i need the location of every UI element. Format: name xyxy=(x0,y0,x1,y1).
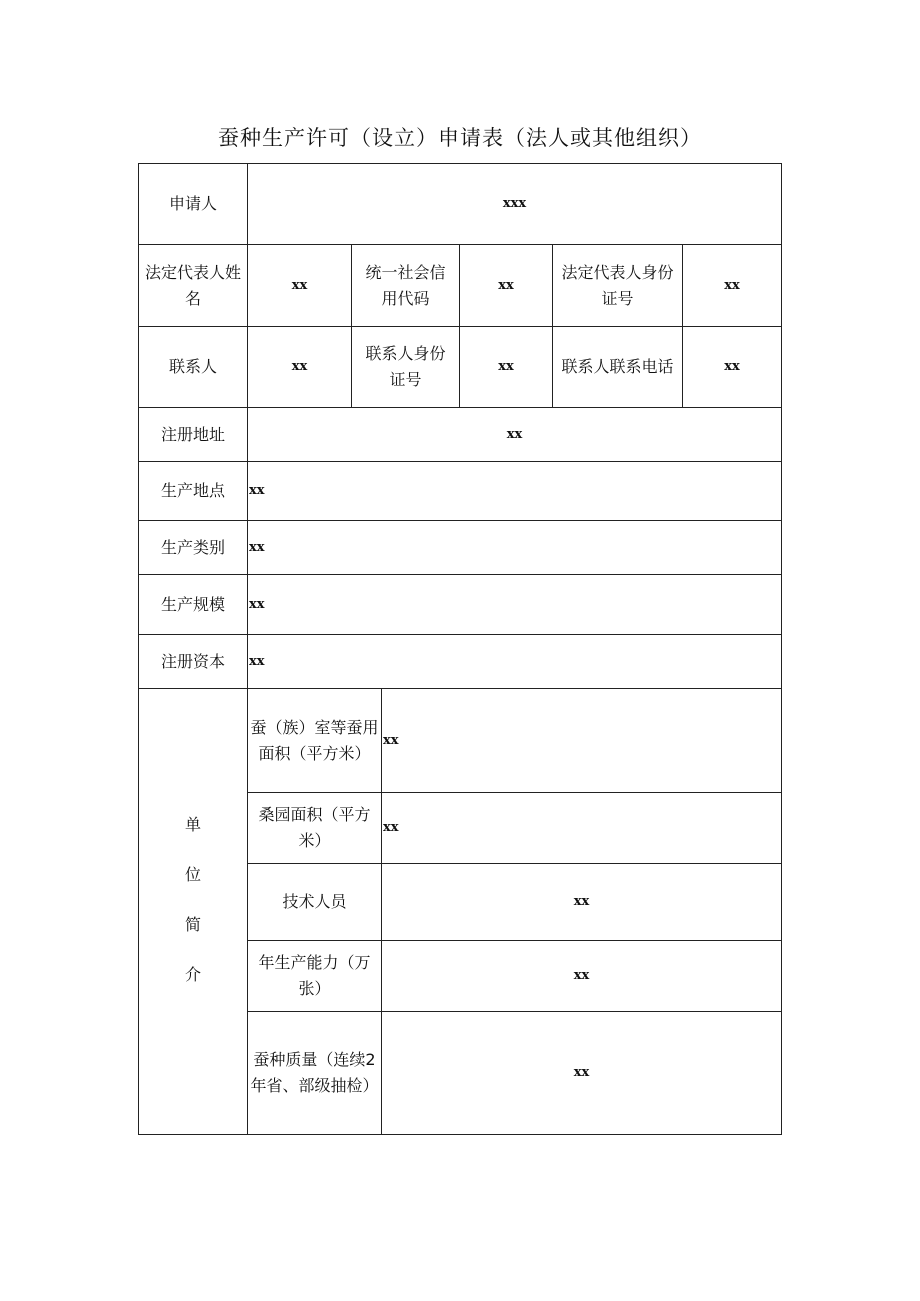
reg-capital-value[interactable]: xx xyxy=(249,653,265,669)
tech-staff-value[interactable]: xx xyxy=(573,894,590,909)
credit-code-value[interactable]: xx xyxy=(498,277,514,293)
unit-profile-label xyxy=(139,795,247,1005)
rooms-area-label: 蚕（族）室等蚕用面积（平方米） xyxy=(250,717,379,763)
contact-value[interactable]: xx xyxy=(291,359,308,374)
contact-phone-value[interactable]: xx xyxy=(724,359,740,374)
mulberry-area-label: 桑园面积（平方米） xyxy=(258,805,371,850)
legal-rep-id-value[interactable]: xx xyxy=(724,277,740,293)
mulberry-area-value[interactable]: xx xyxy=(383,820,399,835)
prod-scale-value[interactable]: xx xyxy=(249,596,265,612)
unit-profile-char: 简 xyxy=(184,915,201,934)
legal-rep-name-label: 法定代表人姓名 xyxy=(145,262,242,308)
credit-code-label: 统一社会信用代码 xyxy=(365,262,446,308)
tech-staff-label: 技术人员 xyxy=(282,892,347,911)
legal-rep-name-value[interactable]: xx xyxy=(291,277,308,293)
rooms-area-value[interactable]: xx xyxy=(383,732,399,748)
legal-rep-id-label: 法定代表人身份证号 xyxy=(561,262,674,308)
table-border-right xyxy=(781,163,782,1135)
unit-profile-char: 介 xyxy=(184,965,201,984)
contact-id-value[interactable]: xx xyxy=(498,359,514,374)
reg-address-label: 注册地址 xyxy=(160,424,225,444)
table-border-bottom xyxy=(138,1134,782,1135)
reg-address-value[interactable]: xx xyxy=(506,426,523,442)
reg-capital-label: 注册资本 xyxy=(160,651,225,671)
prod-category-value[interactable]: xx xyxy=(249,539,265,555)
unit-profile-char: 单 xyxy=(184,815,201,834)
annual-capacity-value[interactable]: xx xyxy=(573,968,590,983)
prod-category-label: 生产类别 xyxy=(160,537,225,557)
applicant-label: 申请人 xyxy=(168,194,217,213)
prod-location-value[interactable]: xx xyxy=(249,483,265,498)
seed-quality-value[interactable]: xx xyxy=(573,1065,590,1080)
applicant-value[interactable]: xxx xyxy=(502,196,527,211)
contact-id-label: 联系人身份证号 xyxy=(365,344,446,389)
prod-scale-label: 生产规模 xyxy=(160,594,225,614)
annual-capacity-label: 年生产能力（万张） xyxy=(258,953,371,998)
form-title: 蚕种生产许可（设立）申请表（法人或其他组织） xyxy=(218,126,702,150)
contact-label: 联系人 xyxy=(168,357,217,376)
seed-quality-label: 蚕种质量（连续2年省、部级抽检） xyxy=(250,1050,379,1095)
contact-phone-label: 联系人联系电话 xyxy=(561,357,674,376)
prod-location-label: 生产地点 xyxy=(160,481,225,500)
unit-profile-char: 位 xyxy=(184,865,201,884)
